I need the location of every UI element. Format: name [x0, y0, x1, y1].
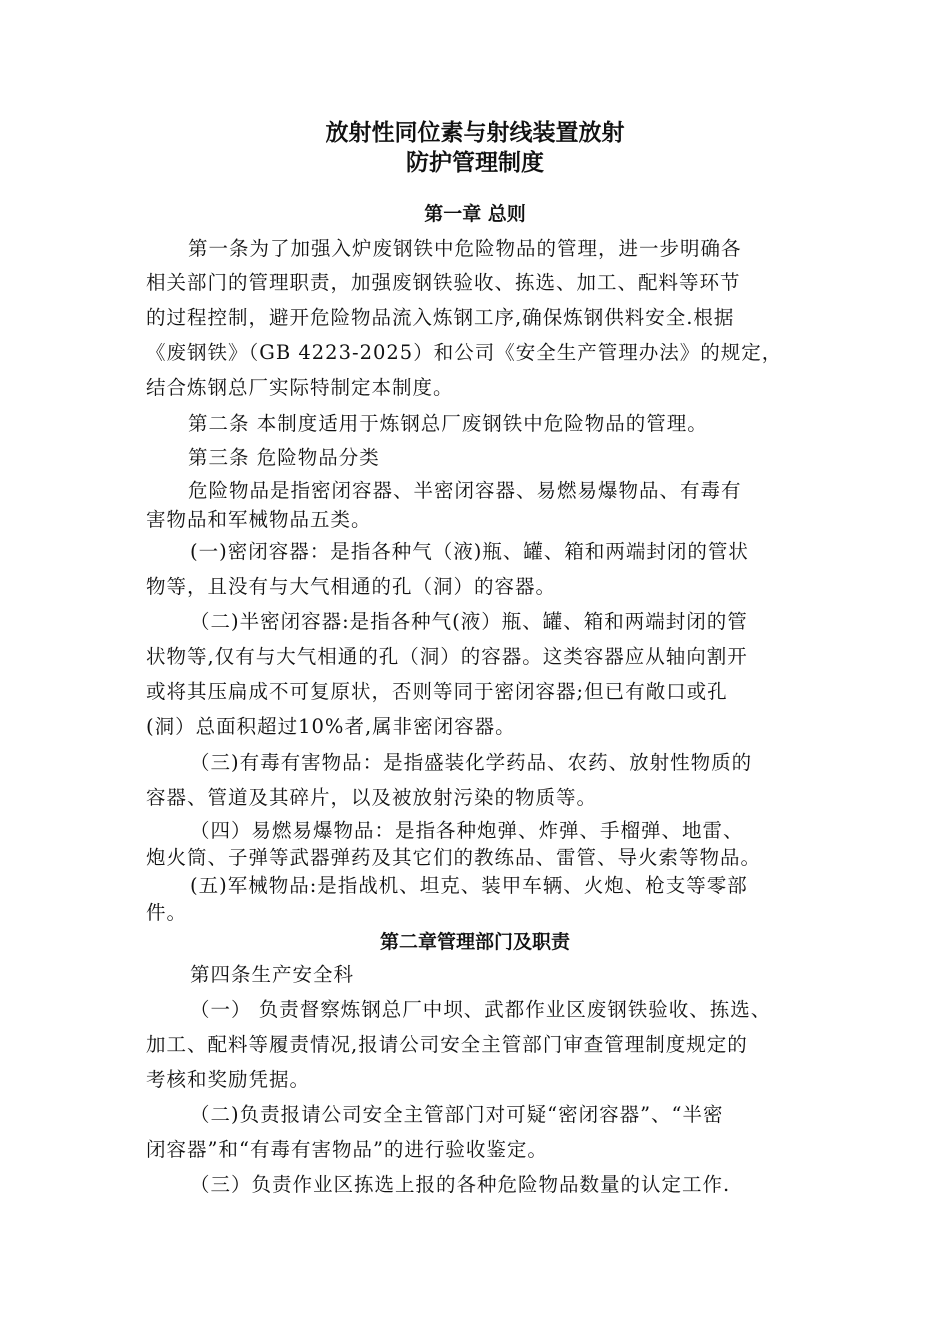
category-3-line: 容器、管道及其碎片，以及被放射污染的物质等。 — [146, 786, 598, 809]
duty-3-line: （三）负责作业区拣选上报的各种危险物品数量的认定工作. — [190, 1173, 731, 1196]
article-1-line: 相关部门的管理职责，加强废钢铁验收、拣选、加工、配料等环节 — [146, 271, 741, 294]
document-title-line2: 防护管理制度 — [406, 150, 544, 176]
document-title-line1: 放射性同位素与射线装置放射 — [325, 120, 625, 146]
article-1-line: 的过程控制，避开危险物品流入炼钢工序,确保炼钢供料安全.根据 — [146, 306, 735, 329]
category-2-line: （二)半密闭容器:是指各种气(液）瓶、罐、箱和两端封闭的管 — [190, 610, 748, 633]
article-1-line: 《废钢铁》（GB 4223-2025）和公司《安全生产管理办法》的规定， — [146, 341, 783, 364]
duty-1-line: 加工、配料等履责情况,报请公司安全主管部门审查管理制度规定的 — [146, 1033, 748, 1056]
duty-1-line: 考核和奖励凭据。 — [146, 1068, 311, 1091]
duty-1-line: （一） 负责督察炼钢总厂中坝、武都作业区废钢铁验收、拣选、 — [190, 998, 772, 1021]
article-1-line: 结合炼钢总厂实际特制定本制度。 — [146, 376, 454, 399]
article-1-line: 第一条为了加强入炉废钢铁中危险物品的管理，进一步明确各 — [188, 237, 742, 260]
article-3-heading: 第三条 危险物品分类 — [188, 446, 380, 469]
duty-2-line: 闭容器”和“有毒有害物品”的进行验收鉴定。 — [146, 1138, 548, 1161]
category-5-line: 件。 — [146, 901, 188, 924]
category-1-line: 物等，且没有与大气相通的孔（洞）的容器。 — [146, 575, 557, 598]
article-4-heading: 第四条生产安全科 — [190, 963, 355, 986]
category-3-line: （三)有毒有害物品：是指盛装化学药品、农药、放射性物质的 — [190, 751, 753, 774]
category-2-line: 或将其压扁成不可复原状，否则等同于密闭容器;但已有敞口或孔 — [146, 680, 728, 703]
category-2-line: 状物等,仅有与大气相通的孔（洞）的容器。这类容器应从轴向割开 — [146, 645, 748, 668]
category-5-line: (五)军械物品:是指战机、坦克、装甲车辆、火炮、枪支等零部 — [190, 874, 748, 897]
chapter-1-heading: 第一章 总则 — [424, 203, 526, 225]
duty-2-line: （二)负责报请公司安全主管部门对可疑“密闭容器”、“半密 — [190, 1103, 724, 1126]
article-3-body-line: 危险物品是指密闭容器、半密闭容器、易燃易爆物品、有毒有 — [188, 479, 742, 502]
category-4-line: 炮火筒、子弹等武器弹药及其它们的教练品、雷管、导火索等物品。 — [146, 846, 762, 869]
category-4-line: （四）易燃易爆物品：是指各种炮弹、炸弹、手榴弹、地雷、 — [190, 819, 744, 842]
chapter-2-heading: 第二章管理部门及职责 — [379, 931, 570, 953]
category-2-line: (洞）总面积超过10%者,属非密闭容器。 — [146, 715, 516, 738]
article-2: 第二条 本制度适用于炼钢总厂废钢铁中危险物品的管理。 — [188, 412, 708, 435]
category-1-line: (一)密闭容器：是指各种气（液)瓶、罐、箱和两端封闭的管状 — [190, 540, 749, 563]
article-3-body-line: 害物品和军械物品五类。 — [146, 508, 372, 531]
